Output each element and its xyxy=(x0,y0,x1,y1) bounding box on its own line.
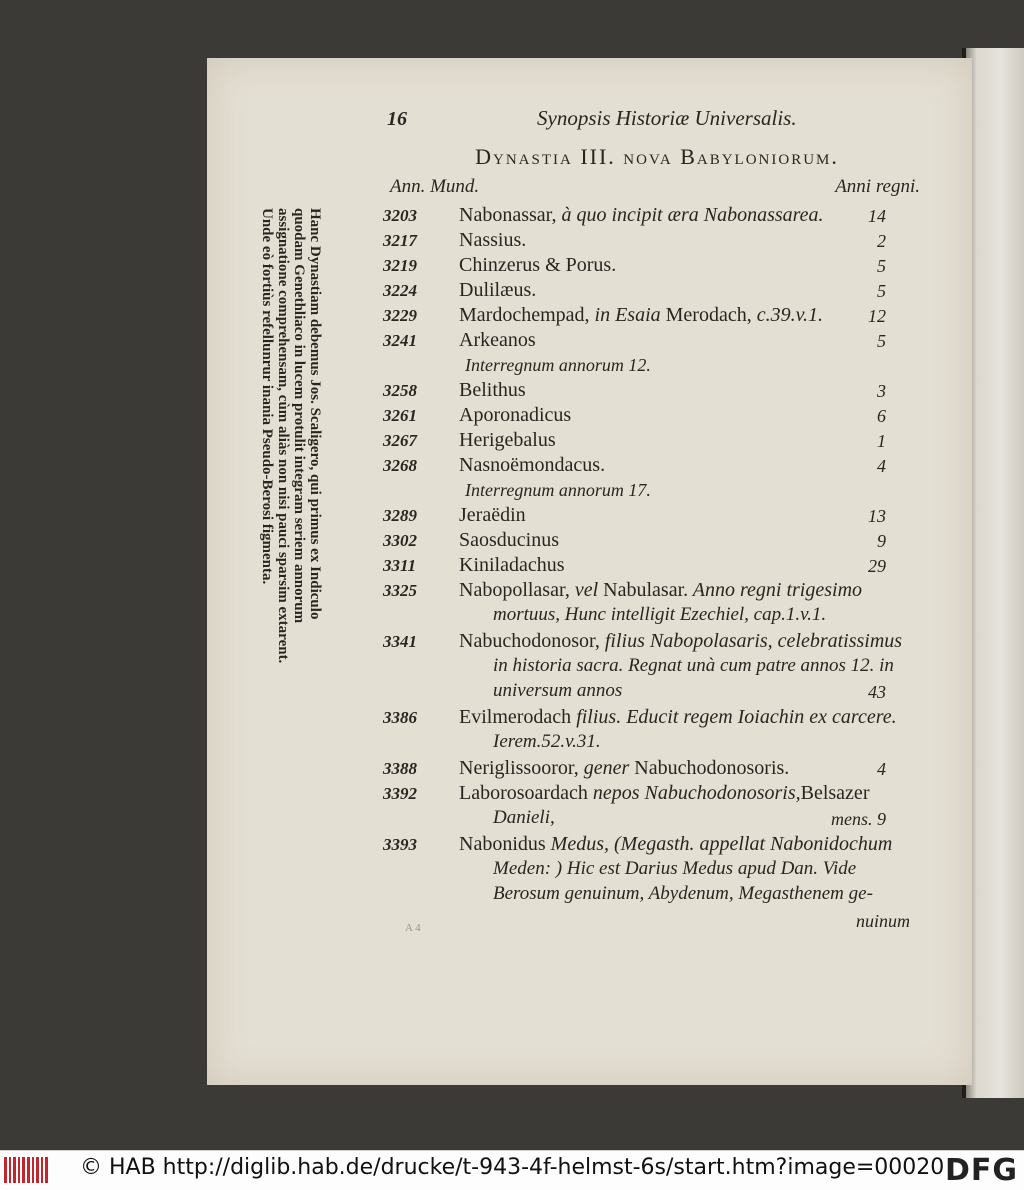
king-name-text: Nabuchodonosor, xyxy=(459,630,600,652)
year: 3386 xyxy=(383,708,417,727)
king-name: Saosducinus xyxy=(459,529,559,551)
table-row xyxy=(207,782,972,833)
king-name-text: Nabonidus xyxy=(459,833,546,855)
table-row xyxy=(207,404,972,429)
year: 3341 xyxy=(383,632,417,651)
king-name-alt: Nabuchodonosoris. xyxy=(629,757,790,779)
reign-years: 1 xyxy=(877,431,886,451)
king-name xyxy=(459,833,892,856)
year: 3217 xyxy=(383,231,417,250)
king-name-text: Nabopollasar, xyxy=(459,579,570,601)
king-name-alt: Merodach, xyxy=(660,304,752,326)
table-row xyxy=(207,554,972,579)
king-list xyxy=(207,204,972,909)
reign-years: 29 xyxy=(868,556,886,576)
reign-years: 9 xyxy=(877,531,886,551)
interregnum: Interregnum annorum 12. xyxy=(465,355,651,375)
king-note: in Esaia xyxy=(589,304,661,326)
table-row xyxy=(207,304,972,329)
king-name-text: Nabonassar, xyxy=(459,204,557,226)
king-name: Aporonadicus xyxy=(459,404,572,426)
table-row xyxy=(207,254,972,279)
table-row xyxy=(207,579,972,630)
year: 3261 xyxy=(383,406,417,425)
table-row xyxy=(207,229,972,254)
column-head-anni-regni: Anni regni. xyxy=(835,176,920,197)
king-name xyxy=(459,757,789,780)
king-name-text: Evilmerodach xyxy=(459,706,572,728)
year: 3258 xyxy=(383,381,417,400)
page-number: 16 xyxy=(387,108,407,130)
year: 3224 xyxy=(383,281,417,300)
king-name: Belithus xyxy=(459,379,526,401)
signature-mark: A 4 xyxy=(405,922,421,934)
reign-years: 4 xyxy=(877,456,886,476)
table-row xyxy=(207,204,972,229)
continuation-line: Meden: ) Hic est Darius Medus apud Dan. Vide xyxy=(493,858,857,879)
reign-years: 14 xyxy=(868,206,886,226)
reign-years: 5 xyxy=(877,281,886,301)
king-note: nepos Nabuchodonosoris, xyxy=(587,782,801,804)
catchword: nuinum xyxy=(856,911,910,931)
king-name: Nassius. xyxy=(459,229,527,251)
source-url[interactable]: © HAB http://diglib.hab.de/drucke/t-943-4f-helmst-6s/start.htm?image=00020 xyxy=(80,1155,945,1180)
year: 3229 xyxy=(383,306,417,325)
year: 3268 xyxy=(383,456,417,475)
page-header xyxy=(207,106,972,134)
continuation-line: universum annos xyxy=(493,680,623,701)
reign-years: 6 xyxy=(877,406,886,426)
year: 3393 xyxy=(383,835,417,854)
table-row xyxy=(207,630,972,706)
year: 3203 xyxy=(383,206,417,225)
king-note-2: Anno regni trigesimo xyxy=(688,579,863,601)
continuation-line: in historia sacra. Regnat unà cum patre annos 12. in xyxy=(493,655,894,676)
king-name xyxy=(459,782,869,805)
hab-logo-icon xyxy=(4,1157,48,1183)
reign-months: mens. 9 xyxy=(831,809,886,829)
running-head: Synopsis Historiæ Universalis. xyxy=(537,106,797,130)
reign-years: 12 xyxy=(868,306,886,326)
year: 3267 xyxy=(383,431,417,450)
king-name xyxy=(459,579,862,602)
viewer-footer xyxy=(0,1150,1024,1190)
king-name: Nasnoëmondacus. xyxy=(459,454,606,476)
king-name xyxy=(459,706,897,729)
dfg-logo: DFG xyxy=(944,1153,1018,1188)
continuation-line: Ierem.52.v.31. xyxy=(493,731,601,752)
king-name-text: Neriglissooror, xyxy=(459,757,579,779)
reign-years: 2 xyxy=(877,231,886,251)
king-name-text: Laborosoardach xyxy=(459,782,588,804)
king-note: à quo incipit æra Nabonassarea. xyxy=(556,204,824,226)
reign-years: 43 xyxy=(868,682,886,702)
book-page xyxy=(207,58,972,1085)
king-name: Herigebalus xyxy=(459,429,556,451)
continuation-line: Danieli, xyxy=(493,807,555,828)
reign-years: 5 xyxy=(877,331,886,351)
table-row xyxy=(207,833,972,909)
interregnum-row xyxy=(207,479,972,504)
king-name: Kiniladachus xyxy=(459,554,565,576)
reign-years: 4 xyxy=(877,759,886,779)
king-name xyxy=(459,630,902,653)
year: 3289 xyxy=(383,506,417,525)
reign-years: 13 xyxy=(868,506,886,526)
king-name: Arkeanos xyxy=(459,329,536,351)
interregnum-row xyxy=(207,354,972,379)
table-row xyxy=(207,529,972,554)
king-note: gener xyxy=(578,757,630,779)
interregnum: Interregnum annorum 17. xyxy=(465,480,651,500)
king-name: Chinzerus & Porus. xyxy=(459,254,617,276)
column-head-annus-mundi: Ann. Mund. xyxy=(390,176,480,197)
dynasty-title: Dynastia III. nova Babyloniorum. xyxy=(475,144,839,169)
facing-page-edge xyxy=(966,48,1024,1098)
king-note-ref: c.39.v.1. xyxy=(751,304,823,326)
year: 3241 xyxy=(383,331,417,350)
year: 3388 xyxy=(383,759,417,778)
king-name xyxy=(459,304,823,327)
king-name-text: Mardochempad, xyxy=(459,304,590,326)
year: 3302 xyxy=(383,531,417,550)
reign-years: 3 xyxy=(877,381,886,401)
table-row xyxy=(207,504,972,529)
king-name xyxy=(459,204,824,227)
year: 3392 xyxy=(383,784,417,803)
year: 3219 xyxy=(383,256,417,275)
king-name: Dulilæus. xyxy=(459,279,537,301)
table-row xyxy=(207,757,972,782)
table-row xyxy=(207,454,972,479)
year: 3325 xyxy=(383,581,417,600)
table-row xyxy=(207,379,972,404)
continuation-line: Berosum genuinum, Abydenum, Megasthenem ge- xyxy=(493,883,873,904)
king-name: Jeraëdin xyxy=(459,504,526,526)
reign-years: 5 xyxy=(877,256,886,276)
table-row xyxy=(207,706,972,757)
king-note: filius. Educit regem Ioiachin ex carcere. xyxy=(571,706,897,728)
table-row xyxy=(207,279,972,304)
king-name-alt: Belsazer xyxy=(800,782,870,804)
continuation-line: mortuus, Hunc intelligit Ezechiel, cap.1.v.1. xyxy=(493,604,827,625)
king-name-alt: Nabulasar. xyxy=(598,579,689,601)
table-row xyxy=(207,429,972,454)
king-note: Medus, (Megasth. appellat Nabonidochum xyxy=(545,833,893,855)
king-note: filius Nabopolasaris, celebratissimus xyxy=(599,630,903,652)
year: 3311 xyxy=(383,556,417,575)
table-row xyxy=(207,329,972,354)
king-note: vel xyxy=(569,579,599,601)
margin-note-text: Hanc Dynastiam debemus Jos. Scaligero, qui primus ex Indiculo quodam Genethliaco in lucem protulit integram seriem annorum assignatione comprehensam, cùm aliàs non nisi pauci sparsim extarent. Unde eò fortiùs refellunrur inania Pseudo-Berosi figmenta. xyxy=(259,208,323,664)
